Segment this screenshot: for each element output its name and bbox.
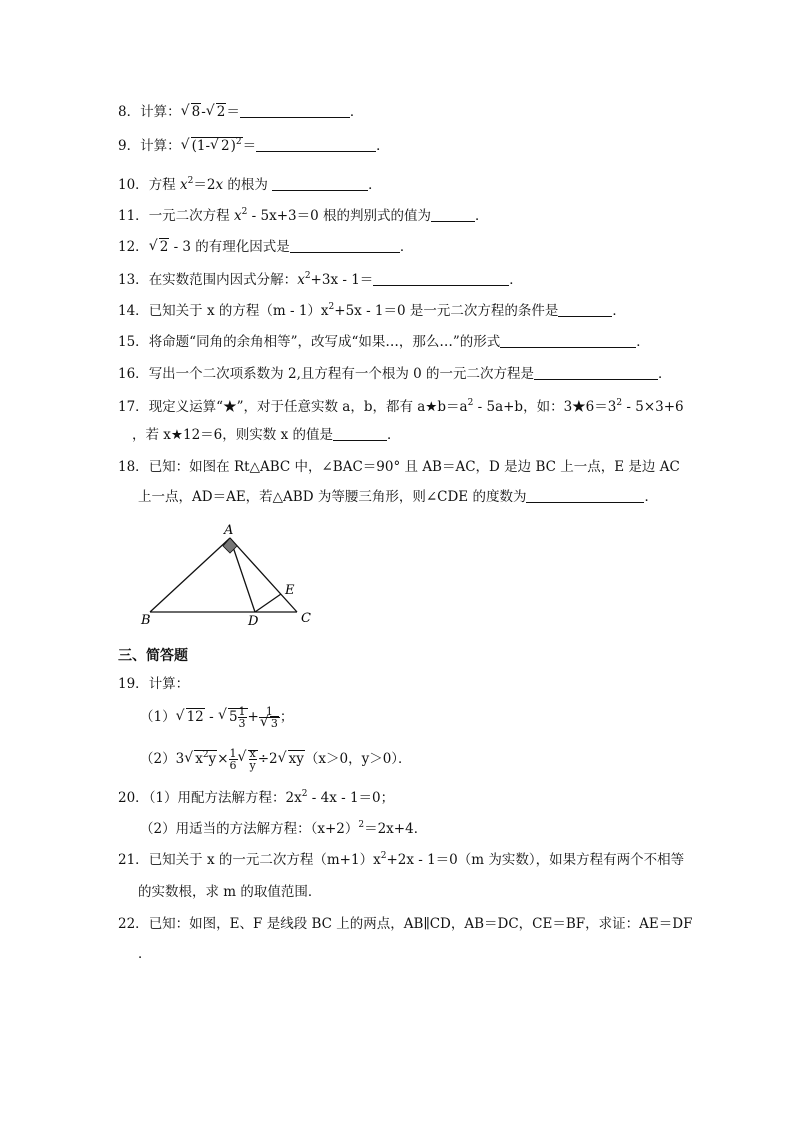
answer-blank-16[interactable] (534, 365, 658, 380)
answer-blank-18[interactable] (526, 488, 644, 503)
question-20-part-2: （2）用适当的方法解方程：$(x+2)^2=2x+4$． (140, 820, 428, 837)
question-22-line-2: ． (138, 946, 152, 962)
label-c: C (301, 611, 311, 626)
question-15: 15．将命题“同角的余角相等”，改写成“如果…，那么…”的形式 ． (118, 334, 650, 350)
answer-blank-14[interactable] (558, 302, 612, 317)
segment-de (255, 594, 281, 612)
question-17: 17．现定义运算“★”，对于任意实数 a，b，都有 $a★b=a^2 - 5a+b$，如：$3★6=3^2 - 5\times 3+6$ (118, 398, 684, 415)
question-14: 14．已知关于 x 的方程$(m - 1)x^2+5x - 1=0$ 是一元二次方程的条件是 ． (118, 302, 626, 319)
question-9: 9．计算：√ (1-√ 2)$^2$＝ ． (118, 136, 678, 156)
label-d: D (248, 614, 259, 629)
answer-blank-8[interactable] (240, 103, 350, 118)
question-19: 19．计算： (118, 676, 190, 692)
question-12: 12．√ 2 - 3 的有理化因式是 ． (118, 237, 678, 257)
answer-blank-12[interactable] (290, 238, 400, 253)
section-title: 三、简答题 (118, 648, 188, 664)
label-e: E (285, 583, 295, 598)
question-19-part-1: （1）√ 12 - √ 5 $\frac{1}{3}$ + 1 √ 3 ； (140, 706, 700, 729)
side-ab (150, 538, 230, 612)
side-ac (230, 538, 297, 612)
question-18-line-2: 上一点，AD＝AE，若△ABD 为等腰三角形，则∠CDE 的度数为 ． (138, 489, 658, 505)
question-13: 13．在实数范围内因式分解：$x^2+3x - 1=$ ． (118, 271, 523, 288)
question-11: 11．一元二次方程 $x^2 - 5x+3=0$ 根的判别式的值为 ． (118, 207, 489, 224)
label-b: B (141, 613, 151, 628)
question-18: 18．已知：如图在 Rt△ABC 中，∠BAC＝90° 且 AB＝AC，D 是边 BC 上一点，E 是边 AC (118, 459, 680, 475)
answer-blank-15[interactable] (500, 333, 636, 348)
answer-blank-11[interactable] (431, 207, 475, 222)
answer-blank-17[interactable] (333, 426, 387, 441)
answer-blank-13[interactable] (373, 271, 509, 286)
question-10: 10．方程 $x^2=2x$ 的根为 ． (118, 176, 382, 193)
question-21: 21．已知关于 x 的一元二次方程$(m+1)x^2+2x - 1=0(m$ 为实数），如果方程有两个不相等 (118, 851, 685, 868)
question-16: 16．写出一个二次项系数为 2,且方程有一个根为 0 的一元二次方程是 ． (118, 366, 672, 382)
question-21-line-2: 的实数根，求 m 的取值范围． (138, 884, 322, 900)
answer-blank-10[interactable] (272, 176, 368, 191)
question-8: 8．计算：√ 8-√ 2＝ ． (118, 102, 678, 122)
label-a: A (224, 523, 234, 538)
question-20: 20．（1）用配方法解方程：$2x^2 - 4x - 1=0$； (118, 789, 395, 806)
question-17-line-2: ，若 x★12＝6，则实数 x 的值是 ． (132, 427, 401, 443)
question-22: 22．已知：如图，E、F 是线段 BC 上的两点，AB∥CD，AB＝DC，CE＝BF，求证：AE＝DF (118, 916, 693, 932)
triangle-figure (135, 520, 325, 630)
question-19-part-2: （2）3√ $x^2y\times$ $\frac{1}{6}$ √ $\frac{x}{y}$ ÷2√ xy（x＞0，y＞0）． (140, 748, 700, 771)
answer-blank-9[interactable] (256, 137, 376, 152)
